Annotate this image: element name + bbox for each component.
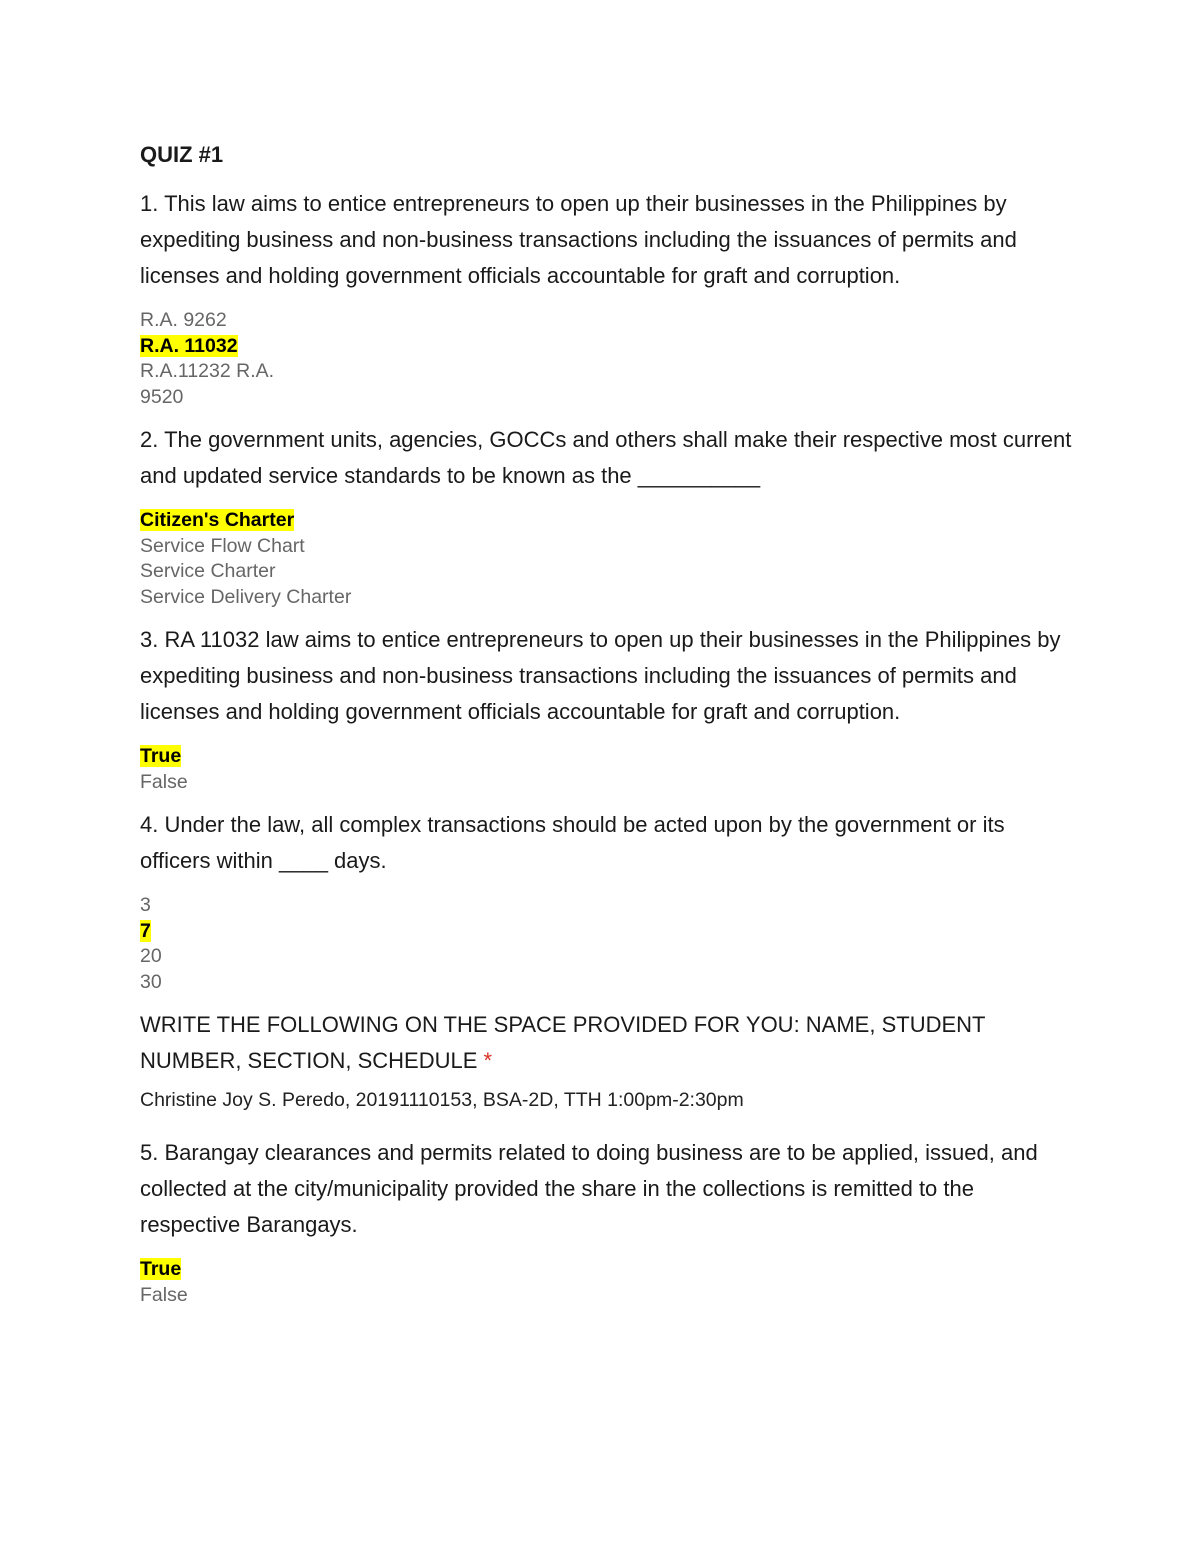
question-5-text: 5. Barangay clearances and permits related to doing business are to be applied, issued, and collected at the city/municipality provided the share in the collections is remitted to the respective Barangays. <box>140 1140 1038 1237</box>
question-5-options <box>140 1257 1080 1308</box>
info-prompt <box>140 1007 1080 1079</box>
question-4-option: 30 <box>140 970 162 993</box>
question-3-text: 3. RA 11032 law aims to entice entrepreneurs to open up their businesses in the Philippines by expediting business and non-business transactions including the issuances of permits and licenses and holding government officials accountable for graft and corruption. <box>140 627 1061 724</box>
question-2-options <box>140 508 1080 610</box>
question-3-option-correct: True <box>140 745 182 767</box>
question-1-option-correct: R.A. 11032 <box>140 334 238 357</box>
question-1-text: 1. This law aims to entice entrepreneurs to open up their businesses in the Philippines by expediting business and non-business transactions including the issuances of permits and licenses and holding government officials accountable for graft and corruption. <box>140 191 1017 288</box>
question-4-option-correct: 7 <box>140 919 151 942</box>
question-2-option-correct: Citizen's Charter <box>140 509 295 531</box>
question-2-option: Service Charter <box>140 560 276 582</box>
question-4-option: 3 <box>140 894 151 916</box>
question-5-option-correct: True <box>140 1258 182 1280</box>
quiz-title: QUIZ #1 <box>140 142 224 167</box>
question-3-option: False <box>140 770 188 793</box>
question-5-option: False <box>140 1283 188 1306</box>
question-1-options <box>140 308 1080 410</box>
info-prompt-text: WRITE THE FOLLOWING ON THE SPACE PROVIDED FOR YOU: NAME, STUDENT NUMBER, SECTION, SCHEDULE <box>140 1012 986 1073</box>
question-2-option: Service Delivery Charter <box>140 585 352 608</box>
quiz-document <box>140 140 1080 1320</box>
question-3-options <box>140 744 1080 795</box>
question-4-text: 4. Under the law, all complex transactions should be acted upon by the government or its officers within ____ days. <box>140 812 1005 873</box>
required-mark: * <box>483 1048 493 1073</box>
info-answer: Christine Joy S. Peredo, 20191110153, BSA-2D, TTH 1:00pm-2:30pm <box>140 1089 744 1111</box>
question-4-option: 20 <box>140 945 162 967</box>
question-1-option: 9520 <box>140 385 184 408</box>
question-4-options <box>140 893 1080 995</box>
question-2-text: 2. The government units, agencies, GOCCs and others shall make their respective most current and updated service standards to be known as the __________ <box>140 427 1072 488</box>
question-2-option: Service Flow Chart <box>140 534 305 557</box>
question-1-option: R.A.11232 R.A. <box>140 360 275 382</box>
question-1-option: R.A. 9262 <box>140 309 227 331</box>
